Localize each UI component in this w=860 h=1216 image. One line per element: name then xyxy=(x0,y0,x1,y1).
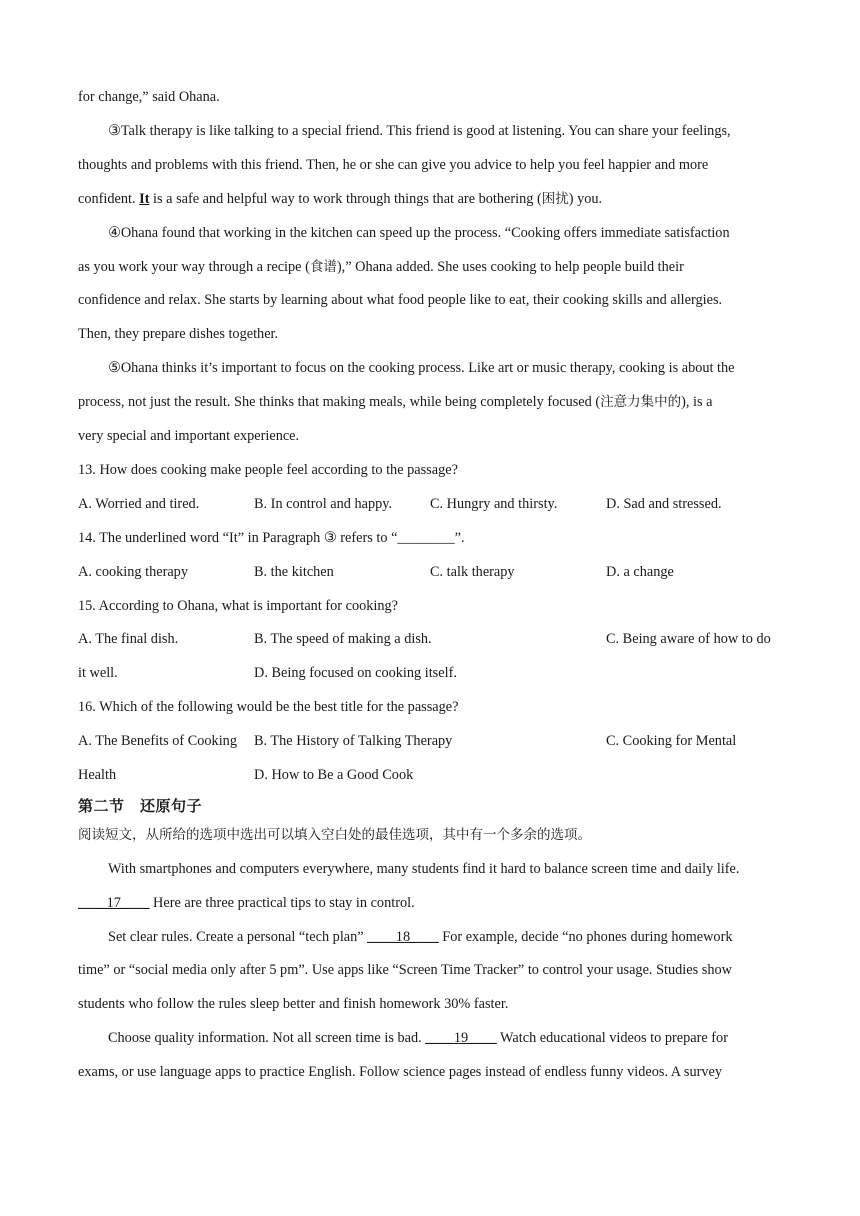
text-segment: ),” Ohana added. She uses cooking to help people build their xyxy=(336,259,684,275)
option-14-b: B. the kitchen xyxy=(254,564,334,580)
underlined-word-it: It xyxy=(139,191,150,207)
passage-line-1: With smartphones and computers everywhere, many students find it hard to balance screen time and daily life. xyxy=(108,861,740,877)
question-14: 14. The underlined word “It” in Paragraph ③ refers to “________”. xyxy=(78,530,465,546)
option-15-d: D. Being focused on cooking itself. xyxy=(254,665,457,681)
blank-17: ____17____ xyxy=(78,895,150,911)
paragraph-2-end: for change,” said Ohana. xyxy=(78,89,220,105)
paragraph-4-line-3: confidence and relax. She starts by learning about what food people like to eat, their cooking skills and allergies. xyxy=(78,292,723,308)
question-16: 16. Which of the following would be the best title for the passage? xyxy=(78,699,459,715)
text-segment: ), is a xyxy=(681,394,713,410)
option-15-b: B. The speed of making a dish. xyxy=(254,631,432,647)
chinese-gloss: 困扰 xyxy=(541,191,569,207)
text-segment: is a safe and helpful way to work through things that are bothering ( xyxy=(149,191,542,207)
option-16-c: C. Cooking for Mental xyxy=(606,733,737,749)
option-15-a: A. The final dish. xyxy=(78,631,179,647)
text-segment: as you work your way through a recipe ( xyxy=(78,259,310,275)
option-15-c-continued: it well. xyxy=(78,665,118,681)
paragraph-4-line-2 xyxy=(78,257,684,277)
paragraph-5-line-3: very special and important experience. xyxy=(78,428,300,444)
question-15: 15. According to Ohana, what is important for cooking? xyxy=(78,598,399,614)
option-16-a: A. The Benefits of Cooking xyxy=(78,733,237,749)
passage-line-7: exams, or use language apps to practice English. Follow science pages instead of endless funny videos. A survey xyxy=(78,1064,723,1080)
option-16-d: D. How to Be a Good Cook xyxy=(254,767,414,783)
text-segment: Set clear rules. Create a personal “tech plan” xyxy=(108,929,368,945)
passage-line-5: students who follow the rules sleep better and finish homework 30% faster. xyxy=(78,996,509,1012)
option-13-b: B. In control and happy. xyxy=(254,496,393,512)
paragraph-5-line-1: ⑤Ohana thinks it’s important to focus on the cooking process. Like art or music therapy, cooking is about the xyxy=(108,360,735,376)
option-14-c: C. talk therapy xyxy=(430,564,515,580)
option-14-d: D. a change xyxy=(606,564,674,580)
option-13-d: D. Sad and stressed. xyxy=(606,496,722,512)
text-segment: Here are three practical tips to stay in control. xyxy=(149,895,415,911)
option-14-a: A. cooking therapy xyxy=(78,564,188,580)
text-segment: ) you. xyxy=(568,191,603,207)
text-segment: Watch educational videos to prepare for xyxy=(496,1030,728,1046)
text-segment: confident. xyxy=(78,191,140,207)
paragraph-3-line-1: ③Talk therapy is like talking to a special friend. This friend is good at listening. You can share your feelings, xyxy=(108,123,731,139)
passage-line-2 xyxy=(78,893,415,913)
text-segment: process, not just the result. She thinks that making meals, while being completely focused ( xyxy=(78,394,601,410)
paragraph-3-line-2: thoughts and problems with this friend. Then, he or she can give you advice to help you feel happier and more xyxy=(78,157,709,173)
question-13: 13. How does cooking make people feel according to the passage? xyxy=(78,462,458,478)
passage-line-3 xyxy=(108,927,733,947)
chinese-gloss: 食谱 xyxy=(309,259,337,275)
paragraph-4-line-1: ④Ohana found that working in the kitchen can speed up the process. “Cooking offers immediate satisfaction xyxy=(108,225,730,241)
blank-19: ____19____ xyxy=(425,1030,497,1046)
section-heading: 第二节 还原句子 xyxy=(78,797,203,815)
passage-line-6 xyxy=(108,1028,728,1048)
option-16-b: B. The History of Talking Therapy xyxy=(254,733,453,749)
option-13-c: C. Hungry and thirsty. xyxy=(430,496,558,512)
option-15-c: C. Being aware of how to do xyxy=(606,631,771,647)
option-16-c-continued: Health xyxy=(78,767,117,783)
section-instruction: 阅读短文，从所给的选项中选出可以填入空白处的最佳选项，其中有一个多余的选项。 xyxy=(78,827,591,843)
text-segment: For example, decide “no phones during homework xyxy=(438,929,733,945)
paragraph-5-line-2 xyxy=(78,392,713,412)
paragraph-4-line-4: Then, they prepare dishes together. xyxy=(78,326,279,342)
blank-18: ____18____ xyxy=(367,929,439,945)
paragraph-3-line-3 xyxy=(78,189,602,209)
chinese-gloss: 注意力集中的 xyxy=(600,394,682,410)
text-segment: Choose quality information. Not all screen time is bad. xyxy=(108,1030,426,1046)
passage-line-4: time” or “social media only after 5 pm”. Use apps like “Screen Time Tracker” to control your usage. Studies show xyxy=(78,962,732,978)
option-13-a: A. Worried and tired. xyxy=(78,496,200,512)
